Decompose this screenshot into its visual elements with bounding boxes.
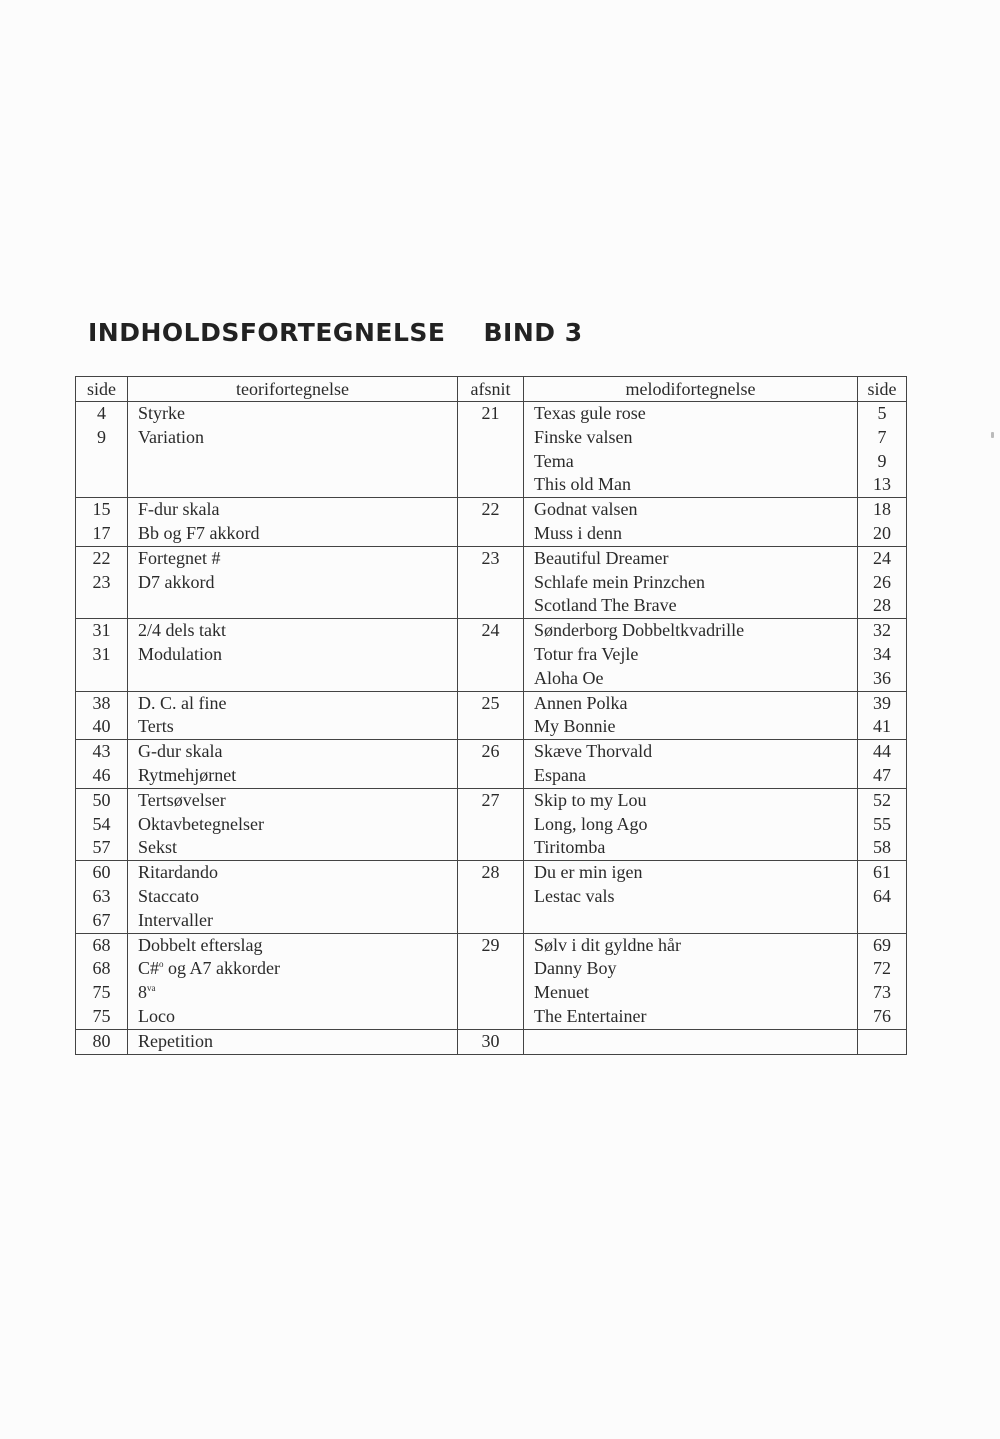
theory-page: 23 bbox=[92, 571, 111, 592]
theory-topic-cell bbox=[128, 619, 458, 691]
theory-page: 4 bbox=[97, 403, 106, 423]
theory-page: 57 bbox=[92, 837, 111, 858]
theory-page-cell bbox=[76, 861, 128, 933]
theory-page: 67 bbox=[92, 909, 111, 930]
melody-page: 24 bbox=[873, 547, 891, 568]
melody-title: This old Man bbox=[534, 474, 631, 495]
melody-title: Lestac vals bbox=[534, 885, 615, 906]
theory-topic-cell bbox=[128, 498, 458, 547]
theory-topic-cell bbox=[128, 1029, 458, 1054]
melody-title: Aloha Oe bbox=[534, 667, 604, 688]
theory-topic-text: Modulation bbox=[138, 643, 222, 664]
melody-title: Schlafe mein Prinzchen bbox=[534, 571, 705, 592]
melody-page-cell bbox=[858, 861, 907, 933]
section-number: 24 bbox=[481, 620, 500, 641]
theory-topic-text: Oktavbetegnelser bbox=[138, 813, 264, 834]
theory-page: 75 bbox=[92, 982, 111, 1003]
toc-group-row bbox=[76, 1029, 907, 1054]
section-cell bbox=[458, 691, 524, 740]
theory-topic bbox=[128, 1030, 457, 1054]
section-number: 29 bbox=[481, 934, 500, 955]
melody-title: Muss i denn bbox=[534, 522, 623, 543]
page-title bbox=[88, 318, 583, 347]
melody-title: Danny Boy bbox=[534, 958, 617, 979]
melody-title-cell bbox=[524, 1029, 858, 1054]
theory-topic bbox=[128, 1005, 457, 1029]
section-number: 28 bbox=[481, 862, 500, 883]
melody-page: 44 bbox=[873, 741, 891, 762]
toc-group-row bbox=[76, 619, 907, 691]
theory-page: 9 bbox=[97, 426, 106, 447]
theory-topic bbox=[128, 522, 457, 546]
melody-page: 18 bbox=[873, 499, 891, 520]
title-main: INDHOLDSFORTEGNELSE bbox=[88, 318, 446, 347]
melody-title: The Entertainer bbox=[534, 1005, 647, 1026]
melody-title-cell bbox=[524, 861, 858, 933]
theory-topic bbox=[128, 789, 457, 813]
melody-title: Espana bbox=[534, 764, 586, 785]
section-cell bbox=[458, 619, 524, 691]
melody-title: Du er min igen bbox=[534, 862, 643, 883]
melody-page: 39 bbox=[873, 692, 891, 713]
melody-page: 7 bbox=[877, 426, 887, 447]
theory-topic-cell bbox=[128, 788, 458, 860]
melody-page: 61 bbox=[873, 862, 891, 883]
theory-page-cell bbox=[76, 691, 128, 740]
melody-page-cell bbox=[858, 1029, 907, 1054]
theory-page-cell bbox=[76, 619, 128, 691]
section-cell bbox=[458, 861, 524, 933]
theory-topic bbox=[128, 740, 457, 764]
theory-topic-text: Terts bbox=[138, 716, 174, 737]
theory-topic bbox=[128, 619, 457, 643]
toc-group-row bbox=[76, 546, 907, 618]
melody-page: 64 bbox=[873, 885, 891, 906]
toc-body bbox=[76, 402, 907, 1055]
melody-title: Scotland The Brave bbox=[534, 595, 677, 616]
theory-topic-rest: og A7 akkorder bbox=[163, 958, 280, 979]
theory-page: 75 bbox=[92, 1005, 111, 1026]
theory-topic bbox=[128, 934, 457, 958]
theory-topic-text: Staccato bbox=[138, 885, 199, 906]
melody-title-cell bbox=[524, 546, 858, 618]
theory-page: 54 bbox=[92, 813, 111, 834]
melody-page-cell bbox=[858, 933, 907, 1029]
toc-header-row bbox=[76, 377, 907, 402]
melody-title: Godnat valsen bbox=[534, 499, 638, 520]
melody-title: Menuet bbox=[534, 982, 589, 1003]
toc-table bbox=[75, 376, 907, 1055]
toc-group-row bbox=[76, 402, 907, 498]
theory-topic bbox=[128, 498, 457, 522]
theory-topic-text: G-dur skala bbox=[138, 741, 223, 762]
melody-title: Sølv i dit gyldne hår bbox=[534, 934, 681, 955]
theory-topic bbox=[128, 547, 457, 571]
theory-topic-cell bbox=[128, 546, 458, 618]
theory-topic-cell bbox=[128, 691, 458, 740]
theory-topic-cell bbox=[128, 861, 458, 933]
theory-topic-text: Tertsøvelser bbox=[138, 789, 226, 810]
section-number: 21 bbox=[481, 403, 500, 423]
melody-title: Long, long Ago bbox=[534, 813, 648, 834]
theory-topic bbox=[128, 957, 457, 981]
section-cell bbox=[458, 740, 524, 789]
melody-page: 5 bbox=[877, 403, 887, 423]
theory-page-cell bbox=[76, 788, 128, 860]
theory-topic-text: Fortegnet # bbox=[138, 547, 221, 568]
melody-page-cell bbox=[858, 788, 907, 860]
theory-topic-text: Dobbelt efterslag bbox=[138, 934, 263, 955]
melody-page-cell bbox=[858, 691, 907, 740]
theory-page: 68 bbox=[92, 934, 111, 955]
header-section: afsnit bbox=[458, 377, 524, 402]
theory-page: 50 bbox=[92, 789, 111, 810]
melody-title: Skip to my Lou bbox=[534, 789, 647, 810]
theory-topic-text: F-dur skala bbox=[138, 499, 220, 520]
theory-topic bbox=[128, 885, 457, 909]
theory-topic bbox=[128, 909, 457, 933]
section-number: 26 bbox=[481, 741, 500, 762]
section-number: 25 bbox=[481, 692, 500, 713]
section-cell bbox=[458, 498, 524, 547]
section-cell bbox=[458, 546, 524, 618]
melody-title: Tema bbox=[534, 450, 574, 471]
theory-page-cell bbox=[76, 740, 128, 789]
theory-page: 17 bbox=[92, 522, 111, 543]
toc-group-row bbox=[76, 861, 907, 933]
toc-group-row bbox=[76, 788, 907, 860]
theory-topic-text: Repetition bbox=[138, 1030, 213, 1051]
melody-page: 69 bbox=[873, 934, 891, 955]
melody-title-cell bbox=[524, 933, 858, 1029]
toc-group-row bbox=[76, 498, 907, 547]
theory-page: 40 bbox=[92, 716, 111, 737]
theory-topic bbox=[128, 402, 457, 426]
melody-page: 26 bbox=[873, 571, 891, 592]
header-theory: teorifortegnelse bbox=[128, 377, 458, 402]
melody-page: 20 bbox=[873, 522, 891, 543]
melody-page: 13 bbox=[873, 474, 891, 495]
melody-page-cell bbox=[858, 619, 907, 691]
theory-page-cell bbox=[76, 546, 128, 618]
toc-group-row bbox=[76, 740, 907, 789]
theory-topic bbox=[128, 861, 457, 885]
theory-page-cell bbox=[76, 933, 128, 1029]
theory-topic-cell bbox=[128, 402, 458, 498]
theory-page: 63 bbox=[92, 885, 111, 906]
theory-topic bbox=[128, 813, 457, 837]
melody-page: 28 bbox=[873, 595, 891, 616]
toc-group-row bbox=[76, 691, 907, 740]
melody-page: 55 bbox=[873, 813, 891, 834]
theory-page: 31 bbox=[92, 620, 111, 641]
theory-topic-cell bbox=[128, 933, 458, 1029]
theory-topic-text: 8 bbox=[138, 982, 147, 1003]
melody-page: 58 bbox=[873, 837, 891, 858]
theory-topic-text: Bb og F7 akkord bbox=[138, 522, 260, 543]
theory-topic-text: D7 akkord bbox=[138, 571, 215, 592]
theory-topic bbox=[128, 692, 457, 716]
section-number: 30 bbox=[481, 1030, 500, 1051]
melody-page: 76 bbox=[873, 1005, 891, 1026]
theory-topic bbox=[128, 764, 457, 788]
theory-page: 68 bbox=[92, 958, 111, 979]
melody-title: Beautiful Dreamer bbox=[534, 547, 669, 568]
theory-topic bbox=[128, 715, 457, 739]
melody-title: Texas gule rose bbox=[534, 403, 646, 423]
theory-topic-text: Styrke bbox=[138, 403, 185, 423]
theory-topic-text: C# bbox=[138, 958, 160, 979]
theory-page: 15 bbox=[92, 499, 111, 520]
theory-topic bbox=[128, 836, 457, 860]
melody-title-cell bbox=[524, 402, 858, 498]
theory-page: 80 bbox=[92, 1030, 111, 1051]
theory-topic bbox=[128, 571, 457, 595]
section-number: 23 bbox=[481, 547, 500, 568]
section-cell bbox=[458, 933, 524, 1029]
theory-topic bbox=[128, 981, 457, 1005]
theory-topic-text: Sekst bbox=[138, 837, 178, 858]
melody-title: Annen Polka bbox=[534, 692, 628, 713]
melody-page: 52 bbox=[873, 789, 891, 810]
section-cell bbox=[458, 1029, 524, 1054]
theory-topic bbox=[128, 426, 457, 450]
melody-title: Skæve Thorvald bbox=[534, 741, 653, 762]
theory-topic-superscript: o bbox=[159, 959, 164, 970]
theory-page: 60 bbox=[92, 862, 111, 883]
theory-page: 22 bbox=[92, 547, 111, 568]
section-number: 22 bbox=[481, 499, 500, 520]
header-melody: melodifortegnelse bbox=[524, 377, 858, 402]
melody-page: 9 bbox=[877, 450, 887, 471]
melody-title-cell bbox=[524, 740, 858, 789]
title-volume: BIND 3 bbox=[483, 318, 583, 347]
theory-topic-text: Ritardando bbox=[138, 862, 218, 883]
theory-page: 38 bbox=[92, 692, 111, 713]
theory-page: 31 bbox=[92, 643, 111, 664]
theory-page-cell bbox=[76, 498, 128, 547]
header-side-left: side bbox=[76, 377, 128, 402]
melody-page: 32 bbox=[873, 620, 891, 641]
theory-topic-text: D. C. al fine bbox=[138, 692, 227, 713]
melody-title: Finske valsen bbox=[534, 426, 633, 447]
melody-title: My Bonnie bbox=[534, 716, 616, 737]
melody-page-cell bbox=[858, 402, 907, 498]
section-cell bbox=[458, 402, 524, 498]
toc-group-row bbox=[76, 933, 907, 1029]
theory-page-cell bbox=[76, 1029, 128, 1054]
melody-page: 36 bbox=[873, 667, 891, 688]
melody-title-cell bbox=[524, 498, 858, 547]
theory-topic-text: Variation bbox=[138, 426, 204, 447]
melody-page: 73 bbox=[873, 982, 891, 1003]
melody-title: Tiritomba bbox=[534, 837, 606, 858]
section-cell bbox=[458, 788, 524, 860]
theory-topic-text: 2/4 dels takt bbox=[138, 620, 226, 641]
melody-page: 47 bbox=[873, 764, 891, 785]
melody-page-cell bbox=[858, 498, 907, 547]
header-side-right: side bbox=[858, 377, 907, 402]
melody-title-cell bbox=[524, 619, 858, 691]
melody-page: 72 bbox=[873, 958, 891, 979]
theory-page: 43 bbox=[92, 741, 111, 762]
theory-topic-superscript: va bbox=[147, 983, 156, 994]
theory-page-cell bbox=[76, 402, 128, 498]
melody-page: 34 bbox=[873, 643, 891, 664]
melody-page-cell bbox=[858, 740, 907, 789]
theory-topic-text: Intervaller bbox=[138, 909, 213, 930]
section-number: 27 bbox=[481, 789, 500, 810]
theory-topic-cell bbox=[128, 740, 458, 789]
melody-title: Totur fra Vejle bbox=[534, 643, 639, 664]
melody-page: 41 bbox=[873, 716, 891, 737]
theory-topic-text: Rytmehjørnet bbox=[138, 764, 237, 785]
theory-page: 46 bbox=[92, 764, 111, 785]
melody-title: Sønderborg Dobbeltkvadrille bbox=[534, 620, 745, 641]
melody-page-cell bbox=[858, 546, 907, 618]
scan-speck bbox=[991, 432, 994, 438]
theory-topic-text: Loco bbox=[138, 1005, 175, 1026]
melody-title-cell bbox=[524, 691, 858, 740]
melody-title-cell bbox=[524, 788, 858, 860]
theory-topic bbox=[128, 643, 457, 667]
